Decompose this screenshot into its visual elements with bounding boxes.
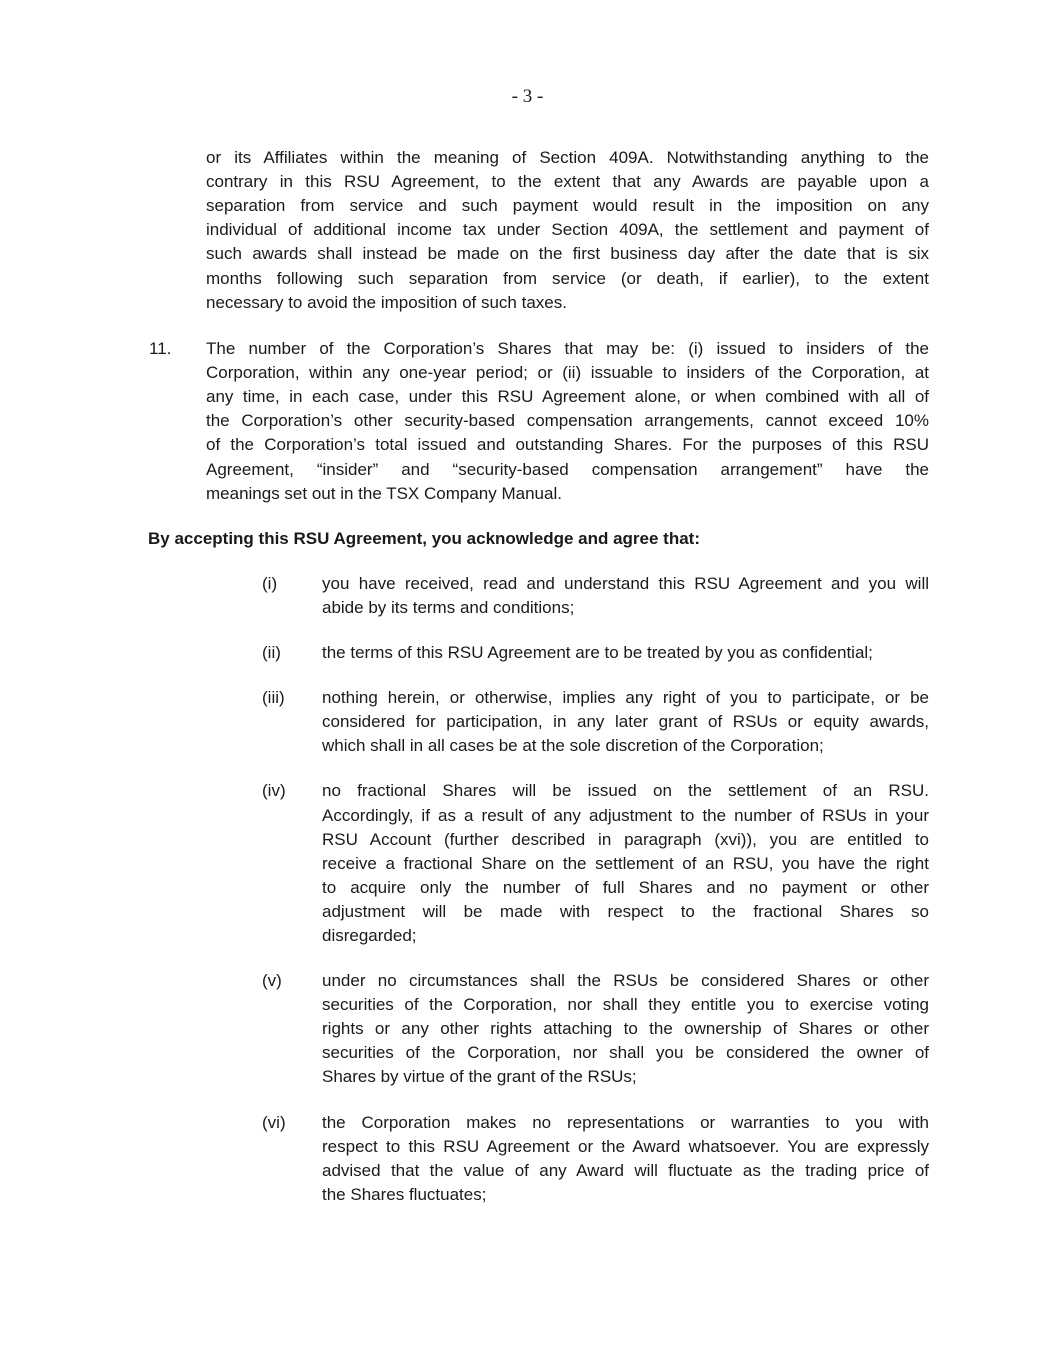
paragraph-line: of the Corporation’s total issued and outstanding Shares. For the purposes of this RSU [206, 435, 929, 454]
item-line: considered for participation, in any later grant of RSUs or equity awards, [322, 712, 929, 731]
paragraph-line: necessary to avoid the imposition of such taxes. [206, 293, 567, 312]
item-label: (vi) [262, 1113, 286, 1132]
item-line: rights or any other rights attaching to the ownership of Shares or other [322, 1019, 929, 1038]
paragraph-line: months following such separation from service (or death, if earlier), to the extent [206, 269, 929, 288]
paragraph-line: such awards shall instead be made on the first business day after the date that is six [206, 244, 929, 263]
paragraph-line: meanings set out in the TSX Company Manual. [206, 484, 562, 503]
acknowledge-heading: By accepting this RSU Agreement, you acknowledge and agree that: [148, 529, 700, 548]
item-line: Accordingly, if as a result of any adjustment to the number of RSUs in your [322, 806, 929, 825]
item-label: (iv) [262, 781, 286, 800]
item-line: you have received, read and understand this RSU Agreement and you will [322, 574, 929, 593]
paragraph-line: The number of the Corporation’s Shares that may be: (i) issued to insiders of the [206, 339, 929, 358]
item-line: which shall in all cases be at the sole discretion of the Corporation; [322, 736, 824, 755]
paragraph-line: separation from service and such payment would result in the imposition on any [206, 196, 929, 215]
paragraph-line: the Corporation’s other security-based compensation arrangements, cannot exceed 10% [206, 411, 929, 430]
paragraph-line: Agreement, “insider” and “security-based compensation arrangement” have the [206, 460, 929, 479]
paragraph-line: individual of additional income tax under Section 409A, the settlement and payment of [206, 220, 929, 239]
item-line: the terms of this RSU Agreement are to be treated by you as confidential; [322, 643, 873, 662]
item-label: (v) [262, 971, 282, 990]
item-line: securities of the Corporation, nor shall they entitle you to exercise voting [322, 995, 929, 1014]
item-line: advised that the value of any Award will fluctuate as the trading price of [322, 1161, 929, 1180]
item-line: abide by its terms and conditions; [322, 598, 575, 617]
section-number: 11. [149, 339, 172, 358]
paragraph-line: Corporation, within any one-year period; or (ii) issuable to insiders of the Corporation, at [206, 363, 929, 382]
item-line: the Corporation makes no representations or warranties to you with [322, 1113, 929, 1132]
item-line: respect to this RSU Agreement or the Award whatsoever. You are expressly [322, 1137, 929, 1156]
item-line: under no circumstances shall the RSUs be considered Shares or other [322, 971, 929, 990]
paragraph-line: contrary in this RSU Agreement, to the extent that any Awards are payable upon a [206, 172, 929, 191]
item-line: disregarded; [322, 926, 417, 945]
item-line: receive a fractional Share on the settlement of an RSU, you have the right [322, 854, 929, 873]
paragraph-line: or its Affiliates within the meaning of Section 409A. Notwithstanding anything to the [206, 148, 929, 167]
item-line: adjustment will be made with respect to the fractional Shares so [322, 902, 929, 921]
page-number: - 3 - [511, 86, 544, 107]
item-line: the Shares fluctuates; [322, 1185, 487, 1204]
item-line: securities of the Corporation, nor shall you be considered the owner of [322, 1043, 929, 1062]
item-label: (iii) [262, 688, 285, 707]
item-line: nothing herein, or otherwise, implies any right of you to participate, or be [322, 688, 929, 707]
item-line: RSU Account (further described in paragraph (xvi)), you are entitled to [322, 830, 929, 849]
item-line: no fractional Shares will be issued on the settlement of an RSU. [322, 781, 929, 800]
item-label: (i) [262, 574, 278, 593]
item-line: to acquire only the number of full Shares and no payment or other [322, 878, 929, 897]
paragraph-line: any time, in each case, under this RSU Agreement alone, or when combined with all of [206, 387, 929, 406]
item-label: (ii) [262, 643, 281, 662]
item-line: Shares by virtue of the grant of the RSUs; [322, 1067, 637, 1086]
